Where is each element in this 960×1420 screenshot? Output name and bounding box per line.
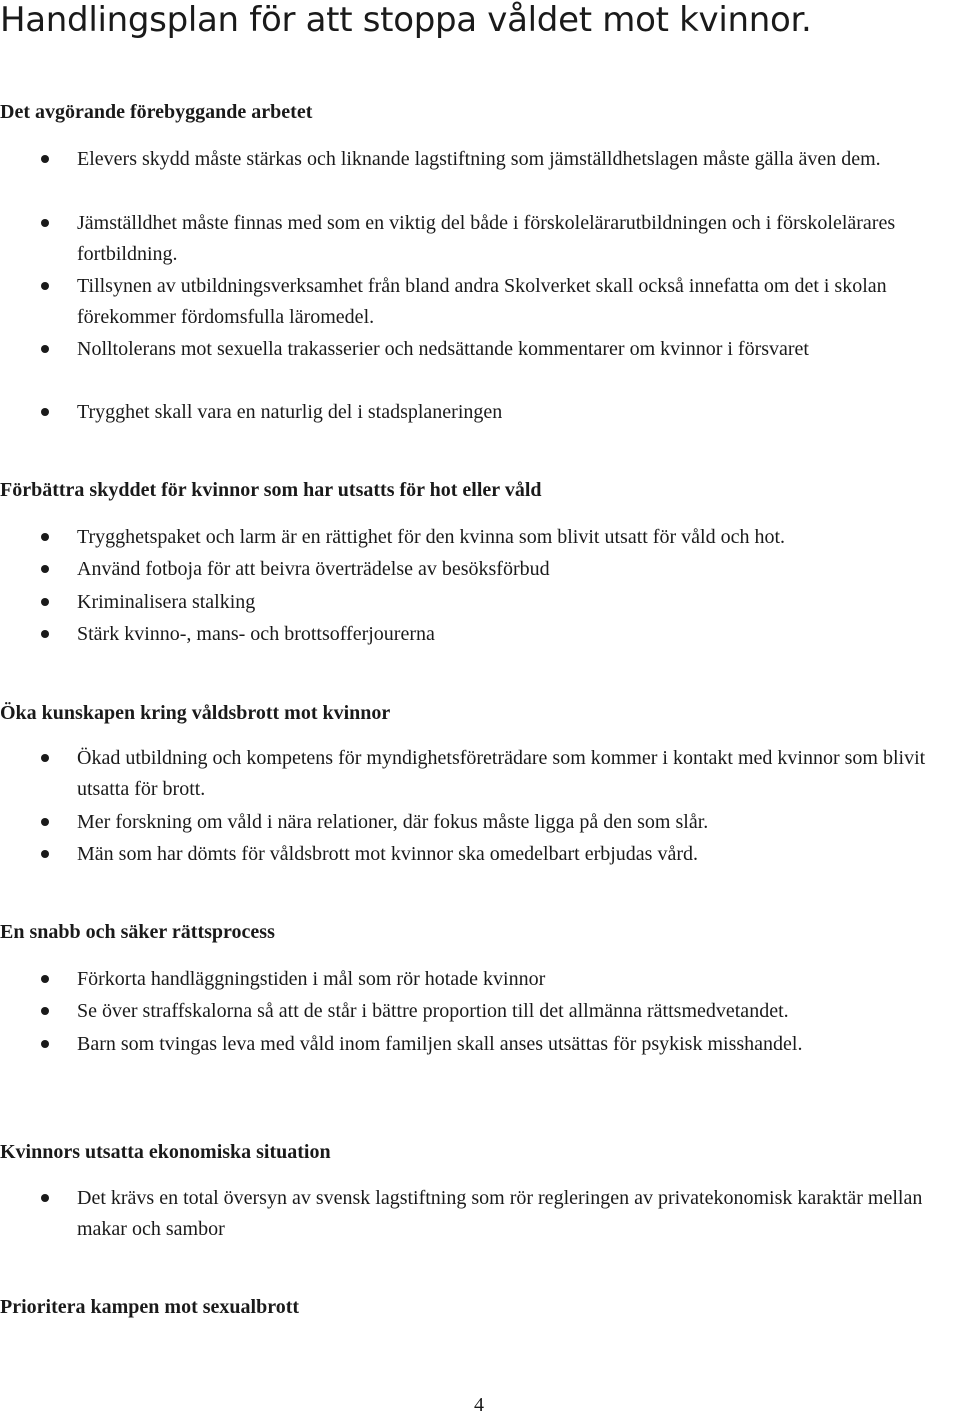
list-item-text: Tillsynen av utbildningsverksamhet från bland andra Skolverket skall också innefatta om det i skolan förekommer fördomsfulla läromedel. — [77, 275, 887, 328]
section-heading: En snabb och säker rättsprocess — [0, 921, 275, 943]
list-item — [0, 619, 960, 650]
list-item — [0, 587, 960, 618]
list-item — [0, 554, 960, 585]
bullet-icon — [41, 975, 49, 983]
bullet-icon — [41, 850, 49, 858]
section-heading: Öka kunskapen kring våldsbrott mot kvinnor — [0, 702, 391, 724]
bullet-icon — [41, 598, 49, 606]
bullet-icon — [41, 565, 49, 573]
section-heading: Det avgörande förebyggande arbetet — [0, 101, 313, 123]
list-item — [0, 271, 960, 333]
list-item — [0, 807, 960, 838]
list-item-text: Trygghet skall vara en naturlig del i stadsplaneringen — [77, 401, 503, 423]
list-item-text: Mer forskning om våld i nära relationer, där fokus måste ligga på den som slår. — [77, 811, 709, 833]
list-item-text: Nolltolerans mot sexuella trakasserier och nedsättande kommentarer om kvinnor i försvaret — [77, 338, 809, 360]
list-item-text: Använd fotboja för att beivra överträdelse av besöksförbud — [77, 558, 550, 580]
bullet-icon — [41, 630, 49, 638]
list-item-text: Jämställdhet måste finnas med som en viktig del både i förskolelärarutbildningen och i förskolelärares fortbildning. — [77, 212, 896, 265]
list-item-text: Män som har dömts för våldsbrott mot kvinnor ska omedelbart erbjudas vård. — [77, 843, 698, 865]
bullet-icon — [41, 155, 49, 163]
list-item-text: Stärk kvinno-, mans- och brottsofferjourerna — [77, 623, 435, 645]
list-item-text: Ökad utbildning och kompetens för myndighetsföreträdare som kommer i kontakt med kvinnor som blivit utsatta för brott. — [77, 747, 926, 800]
list-item — [0, 522, 960, 553]
list-item — [0, 144, 960, 175]
section-heading: Kvinnors utsatta ekonomiska situation — [0, 1141, 331, 1163]
bullet-icon — [41, 408, 49, 416]
list-item-text: Trygghetspaket och larm är en rättighet för den kvinna som blivit utsatt för våld och hot. — [77, 526, 785, 548]
bullet-icon — [41, 1040, 49, 1048]
section-forebyggande — [0, 96, 960, 423]
bullet-icon — [41, 533, 49, 541]
bullet-icon — [41, 818, 49, 826]
bullet-icon — [41, 282, 49, 290]
list-item-text: Det krävs en total översyn av svensk lagstiftning som rör regleringen av privatekonomisk karaktär mellan makar och sambor — [77, 1187, 923, 1240]
bullet-icon — [41, 1007, 49, 1015]
list-item — [0, 743, 960, 805]
list-item — [0, 1029, 960, 1060]
bullet-icon — [41, 345, 49, 353]
list-item-text: Förkorta handläggningstiden i mål som rör hotade kvinnor — [77, 968, 546, 990]
list-item-text: Kriminalisera stalking — [77, 591, 256, 613]
list-item — [0, 334, 960, 365]
list-item-text: Elevers skydd måste stärkas och liknande lagstiftning som jämställdhetslagen måste gälla även dem. — [77, 148, 881, 170]
list-item-text: Barn som tvingas leva med våld inom familjen skall anses utsättas för psykisk misshandel. — [77, 1033, 803, 1055]
section-skydd — [0, 474, 960, 645]
list-item — [0, 996, 960, 1027]
list-item — [0, 1183, 960, 1245]
list-item — [0, 839, 960, 870]
section-sexualbrott — [0, 1291, 960, 1323]
page-number: 4 — [474, 1394, 484, 1416]
list-item-text: Se över straffskalorna så att de står i bättre proportion till det allmänna rättsmedvetandet. — [77, 1000, 789, 1022]
list-item — [0, 397, 960, 428]
list-item — [0, 208, 960, 270]
bullet-icon — [41, 219, 49, 227]
section-heading: Prioritera kampen mot sexualbrott — [0, 1296, 300, 1318]
list-item — [0, 964, 960, 995]
section-heading: Förbättra skyddet för kvinnor som har utsatts för hot eller våld — [0, 479, 542, 501]
section-kunskap — [0, 697, 960, 865]
document-title: Handlingsplan för att stoppa våldet mot kvinnor. — [0, 0, 812, 40]
section-ekonomi — [0, 1136, 960, 1240]
bullet-icon — [41, 754, 49, 762]
bullet-icon — [41, 1194, 49, 1202]
section-rattsprocess — [0, 916, 960, 1055]
